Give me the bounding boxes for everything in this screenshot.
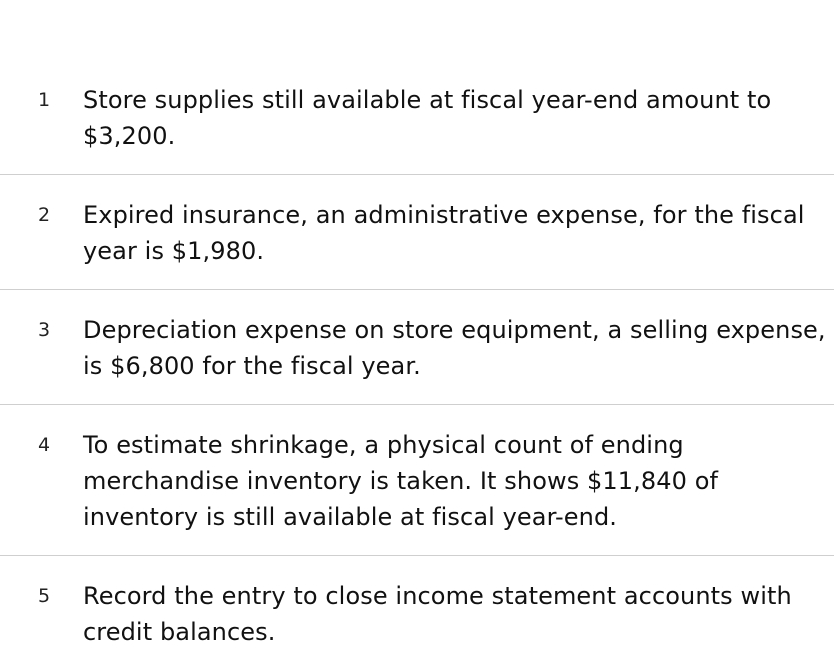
list-item bbox=[0, 405, 834, 556]
list-item bbox=[0, 556, 834, 650]
item-number: 2 bbox=[38, 204, 51, 226]
item-text: Store supplies still available at fiscal year-end amount to $3,200. bbox=[83, 86, 772, 150]
item-text: Record the entry to close income statement accounts with credit balances. bbox=[83, 582, 792, 646]
item-number: 3 bbox=[38, 319, 51, 341]
list-item bbox=[0, 175, 834, 290]
item-text: Expired insurance, an administrative expense, for the fiscal year is $1,980. bbox=[83, 201, 805, 265]
item-number: 1 bbox=[38, 89, 51, 111]
item-text: To estimate shrinkage, a physical count of ending merchandise inventory is taken. It shows $11,840 of inventory is still available at fiscal year-end. bbox=[83, 431, 719, 531]
item-text: Depreciation expense on store equipment, a selling expense, is $6,800 for the fiscal year. bbox=[83, 316, 826, 380]
item-number: 5 bbox=[38, 585, 51, 607]
list-item bbox=[0, 290, 834, 405]
list-item bbox=[0, 82, 834, 175]
item-number: 4 bbox=[38, 434, 51, 456]
